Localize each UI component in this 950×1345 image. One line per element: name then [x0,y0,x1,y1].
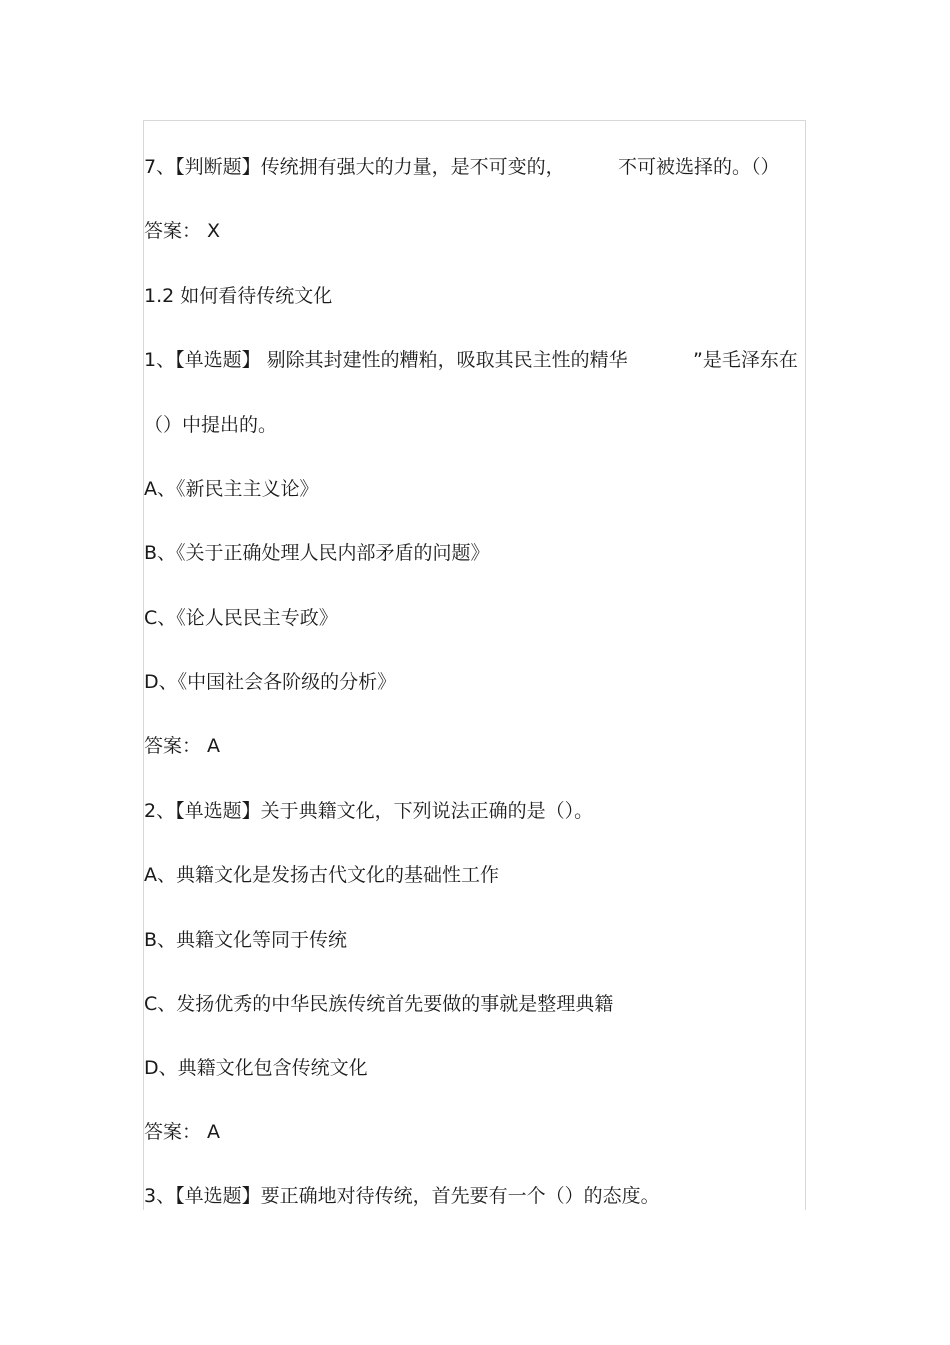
option-1c: C、《论人民民主专政》 [144,607,338,629]
option-2d: D、典籍文化包含传统文化 [144,1057,368,1079]
question-7-part1: 7、【判断题】传统拥有强大的力量，是不可变的， [144,156,565,178]
option-2a: A、典籍文化是发扬古代文化的基础性工作 [144,864,499,886]
question-7-part2: 不可被选择的。（） [618,156,780,178]
answer-1: 答案： A [144,735,221,757]
question-2: 2、【单选题】关于典籍文化，下列说法正确的是（）。 [144,800,594,822]
question-3: 3、【单选题】要正确地对待传统，首先要有一个（）的态度。 [144,1185,660,1207]
section-heading: 1.2 如何看待传统文化 [144,285,333,307]
option-2c: C、发扬优秀的中华民族传统首先要做的事就是整理典籍 [144,993,614,1015]
option-1a: A、《新民主主义论》 [144,478,319,500]
option-2b: B、典籍文化等同于传统 [144,929,348,951]
question-1-part3: （）中提出的。 [144,414,278,436]
answer-2: 答案： A [144,1121,221,1143]
question-1-part2: ”是毛泽东在 [693,349,798,371]
question-1-part1: 1、【单选题】 剔除其封建性的糟粕，吸取其民主性的精华 [144,349,628,371]
option-1d: D、《中国社会各阶级的分析》 [144,671,397,693]
option-1b: B、《关于正确处理人民内部矛盾的问题》 [144,542,490,564]
answer-7: 答案： X [144,220,221,242]
